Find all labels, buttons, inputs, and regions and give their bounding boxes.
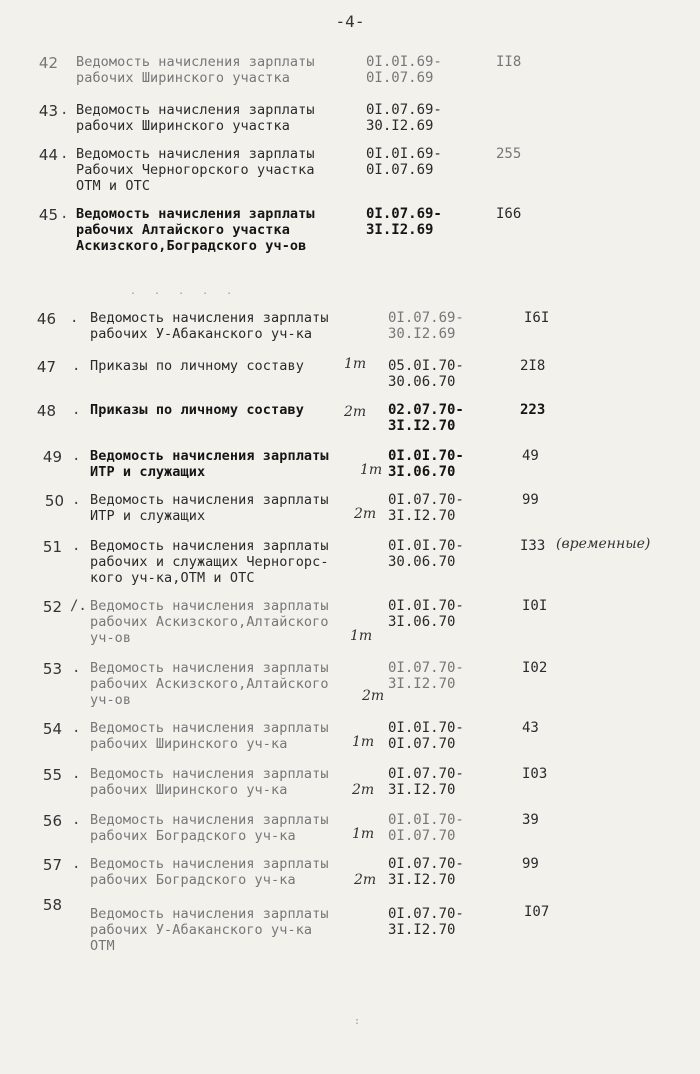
entry-title: Приказы по личному составу (90, 358, 304, 374)
entry-title: Ведомость начисления зарплаты рабочих и служащих Черногорс- кого уч-ка,ОТМ и ОТС (90, 538, 329, 586)
entry-sheet-count: I02 (522, 660, 548, 676)
entry-title: Ведомость начисления зарплаты ИТР и служащих (90, 448, 329, 480)
entry-number: 56 (42, 812, 62, 830)
entry-sheet-count: 99 (522, 492, 539, 508)
entry-title: Ведомость начисления зарплаты рабочих У-Абаканского уч-ка (90, 310, 329, 342)
entry-sheet-count: I33 (520, 538, 546, 554)
volume-handwritten-note: 2т (344, 404, 367, 420)
entry-number: 54 (42, 720, 62, 738)
entry-dot: . (72, 856, 81, 872)
entry-number: 42 (38, 54, 58, 72)
entry-dates: 0I.07.70- 3I.I2.70 (388, 660, 464, 692)
entry-dates: 0I.0I.69- 0I.07.69 (366, 146, 442, 178)
entry-dot: . (60, 102, 69, 118)
entry-dates: 0I.07.69- 30.I2.69 (388, 310, 464, 342)
entry-number: 43 (38, 102, 58, 120)
volume-handwritten-note: 1т (344, 356, 367, 372)
volume-handwritten-note: 1т (360, 462, 383, 478)
scan-artifact-dots: . . . . . (130, 286, 239, 297)
volume-handwritten-note: 2т (354, 872, 377, 888)
entry-sheet-count: I03 (522, 766, 548, 782)
entry-number: 57 (42, 856, 62, 874)
entry-number: 46 (36, 310, 56, 328)
entry-sheet-count: II8 (496, 54, 522, 70)
entry-sheet-count: I07 (524, 904, 550, 920)
entry-number: 44 (38, 146, 58, 164)
scan-artifact-mark: : (354, 1016, 361, 1027)
entry-sheet-count: I6I (524, 310, 550, 326)
entry-title: Ведомость начисления зарплаты рабочих Аскизского,Алтайского уч-ов (90, 598, 329, 646)
entry-title: Ведомость начисления зарплаты рабочих Алтайского участка Аскизского,Боградского уч-ов (76, 206, 315, 254)
entry-dates: 0I.07.70- 3I.I2.70 (388, 906, 464, 938)
entry-title: Ведомость начисления зарплаты Рабочих Черногорского участка ОТМ и ОТС (76, 146, 315, 194)
entry-dot: . (72, 492, 81, 508)
entry-number: 53 (42, 660, 62, 678)
entry-number: 48 (36, 402, 56, 420)
entry-dates: 0I.0I.70- 3I.06.70 (388, 598, 464, 630)
entry-number: 47 (36, 358, 56, 376)
volume-handwritten-note: 1т (350, 628, 373, 644)
entry-title: Ведомость начисления зарплаты рабочих Ширинского уч-ка (90, 720, 329, 752)
entry-dot: . (60, 206, 69, 222)
volume-handwritten-note: 1т (352, 826, 375, 842)
entry-dates: 0I.0I.70- 3I.06.70 (388, 448, 464, 480)
entry-title: Ведомость начисления зарплаты рабочих Боградского уч-ка (90, 812, 329, 844)
volume-handwritten-note: 2т (362, 688, 385, 704)
entry-title: Ведомость начисления зарплаты рабочих У-Абаканского уч-ка ОТМ (90, 906, 329, 954)
entry-title: Ведомость начисления зарплаты рабочих Ширинского участка (76, 102, 315, 134)
entry-dot: . (72, 660, 81, 676)
page-number: -4- (335, 12, 365, 31)
entry-dot: . (72, 448, 81, 464)
entry-dot: . (60, 146, 69, 162)
entry-sheet-count: 223 (520, 402, 546, 418)
entry-dot: . (72, 720, 81, 736)
entry-title: Ведомость начисления зарплаты рабочих Ширинского участка (76, 54, 315, 86)
entry-number: 45 (38, 206, 58, 224)
entry-sheet-count: 99 (522, 856, 539, 872)
entry-sheet-count: 43 (522, 720, 539, 736)
entry-dot: . (72, 538, 81, 554)
entry-title: Ведомость начисления зарплаты рабочих Аскизского,Алтайского уч-ов (90, 660, 329, 708)
entry-dates: 0I.07.70- 3I.I2.70 (388, 766, 464, 798)
entry-dates: 0I.07.69- 3I.I2.69 (366, 206, 442, 238)
entry-dot: . (72, 766, 81, 782)
volume-handwritten-note: 1т (352, 734, 375, 750)
entry-dot: . (72, 812, 81, 828)
entry-sheet-count: 39 (522, 812, 539, 828)
entry-dot: . (70, 310, 79, 326)
entry-sheet-count: I0I (522, 598, 548, 614)
entry-dates: 0I.0I.70- 0I.07.70 (388, 812, 464, 844)
volume-handwritten-note: 2т (354, 506, 377, 522)
entry-title: Ведомость начисления зарплаты рабочих Боградского уч-ка (90, 856, 329, 888)
entry-dates: 0I.07.70- 3I.I2.70 (388, 856, 464, 888)
entry-sheet-count: 255 (496, 146, 522, 162)
entry-number: 49 (42, 448, 62, 466)
entry-dates: 0I.0I.70- 0I.07.70 (388, 720, 464, 752)
entry-dates: 05.0I.70- 30.06.70 (388, 358, 464, 390)
entry-sheet-count: I66 (496, 206, 522, 222)
entry-dot: . (72, 358, 81, 374)
entry-dates: 0I.07.70- 3I.I2.70 (388, 492, 464, 524)
entry-title: Ведомость начисления зарплаты ИТР и служащих (90, 492, 329, 524)
entry-dates: 0I.07.69- 30.I2.69 (366, 102, 442, 134)
entry-dot: . (72, 402, 81, 418)
entry-title: Приказы по личному составу (90, 402, 304, 418)
temporary-handwritten-note: (временные) (556, 536, 651, 552)
entry-number: 51 (42, 538, 62, 556)
entry-sheet-count: 49 (522, 448, 539, 464)
entry-dates: 02.07.70- 3I.I2.70 (388, 402, 464, 434)
entry-number: 50 (44, 492, 64, 510)
volume-handwritten-note: 2т (352, 782, 375, 798)
entry-number: 55 (42, 766, 62, 784)
entry-dates: 0I.0I.69- 0I.07.69 (366, 54, 442, 86)
entry-title: Ведомость начисления зарплаты рабочих Ширинского уч-ка (90, 766, 329, 798)
entry-dates: 0I.0I.70- 30.06.70 (388, 538, 464, 570)
entry-dot: /. (70, 598, 87, 614)
entry-number: 52 (42, 598, 62, 616)
entry-sheet-count: 2I8 (520, 358, 546, 374)
entry-number: 58 (42, 896, 62, 914)
